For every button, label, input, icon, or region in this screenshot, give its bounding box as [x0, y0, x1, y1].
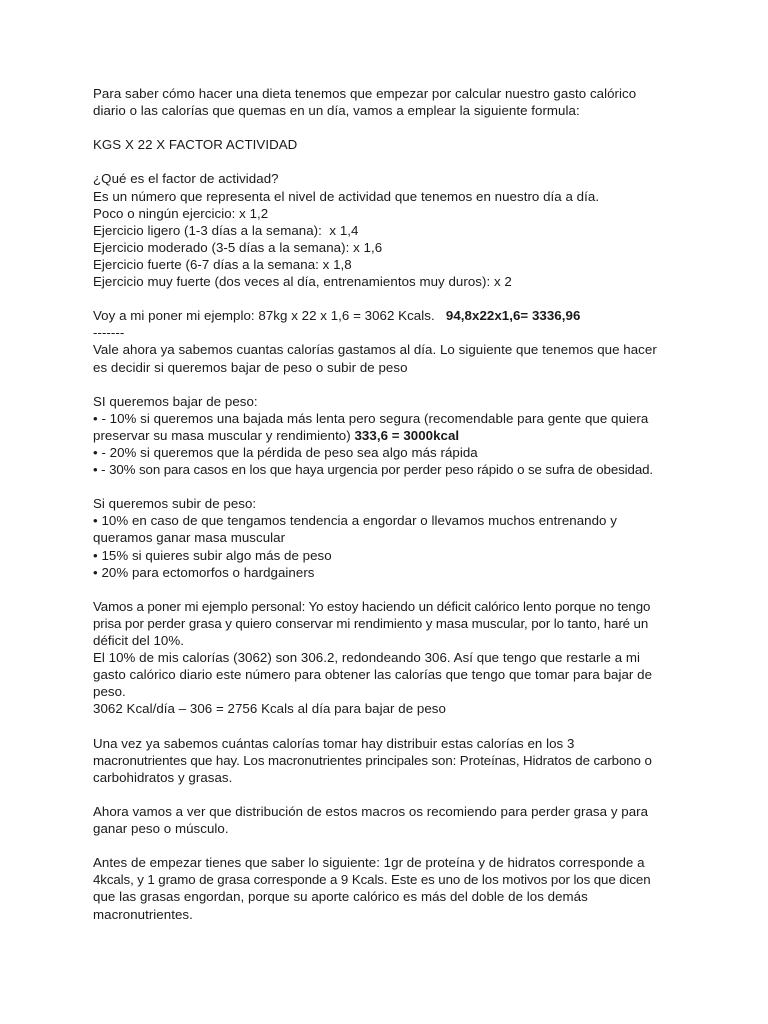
macros-intro-line-2: macronutrientes que hay. Los macronutrientes principales son: Proteínas, Hidratos de carbono o [93, 752, 652, 768]
spacer [93, 290, 693, 307]
example-line [93, 307, 693, 324]
spacer [93, 786, 693, 803]
distribution-line-2: ganar peso o músculo. [93, 821, 229, 837]
example-text: Voy a mi poner mi ejemplo: 87kg x 22 x 1,6 = 3062 Kcals. [93, 308, 446, 324]
next-step-line-2: es decidir si queremos bajar de peso o subir de peso [93, 359, 408, 375]
spacer [93, 153, 693, 170]
formula-line: KGS X 22 X FACTOR ACTIVIDAD [93, 137, 298, 153]
macros-intro-line-3: carbohidratos y grasas. [93, 769, 233, 785]
energy-line-3: que las grasas engordan, porque su aporte calórico es más del doble de los demás [93, 889, 588, 905]
lose-weight-item-1-text: preservar su masa muscular y rendimiento) [93, 427, 355, 443]
activity-level-item: Ejercicio moderado (3-5 días a la semana): x 1,6 [93, 239, 383, 255]
personal-example-line-1: Vamos a poner mi ejemplo personal: Yo estoy haciendo un déficit calórico lento porque no tengo [93, 598, 651, 614]
lose-weight-item-1-line-2 [93, 427, 693, 444]
document-page [93, 85, 693, 923]
distribution-line-1: Ahora vamos a ver que distribución de estos macros os recomiendo para perder grasa y para [93, 803, 649, 819]
activity-level-item: Ejercicio ligero (1-3 días a la semana): x 1,4 [93, 222, 359, 238]
activity-definition: Es un número que representa el nivel de actividad que tenemos en nuestro día a día. [93, 188, 600, 204]
intro-line-1: Para saber cómo hacer una dieta tenemos que empezar por calcular nuestro gasto calórico [93, 86, 637, 101]
activity-level-item: Poco o ningún ejercicio: x 1,2 [93, 205, 269, 221]
personal-example-line-5: gasto calórico diario este número para obtener las calorías que tengo que tomar para bajar de [93, 667, 653, 683]
lose-weight-item-1-line-1: • - 10% si queremos una bajada más lenta pero segura (recomendable para gente que quiera [93, 410, 649, 426]
gain-weight-item-3: • 20% para ectomorfos o hardgainers [93, 564, 315, 580]
macros-intro-line-1: Una vez ya sabemos cuántas calorías tomar hay distribuir estas calorías en los 3 [93, 735, 575, 751]
activity-question: ¿Qué es el factor de actividad? [93, 171, 279, 187]
lose-weight-item-3: • - 30% son para casos en los que haya urgencia por perder peso rápido o se sufra de obesidad. [93, 462, 653, 478]
energy-line-4: macronutrientes. [93, 906, 193, 922]
activity-level-item: Ejercicio fuerte (6-7 días a la semana: x 1,8 [93, 256, 352, 272]
lose-weight-heading: SI queremos bajar de peso: [93, 393, 258, 409]
spacer [93, 119, 693, 136]
personal-example-line-6: peso. [93, 684, 126, 700]
gain-weight-item-2: • 15% si quieres subir algo más de peso [93, 547, 332, 563]
lose-weight-item-2: • - 20% si queremos que la pérdida de peso sea algo más rápida [93, 444, 478, 460]
activity-level-item: Ejercicio muy fuerte (dos veces al día, entrenamientos muy duros): x 2 [93, 274, 512, 290]
personal-example-line-7: 3062 Kcal/día – 306 = 2756 Kcals al día para bajar de peso [93, 701, 446, 717]
spacer [93, 717, 693, 734]
personal-example-line-2: prisa por perder grasa y quiero conservar mi rendimiento y masa muscular, por lo tanto, haré un [93, 615, 649, 631]
spacer [93, 581, 693, 598]
personal-example-line-3: déficit del 10%. [93, 633, 184, 648]
spacer [93, 376, 693, 393]
lose-weight-bold-result: 333,6 = 3000kcal [354, 427, 460, 443]
gain-weight-heading: Si queremos subir de peso: [93, 496, 257, 512]
gain-weight-item-1-line-2: queramos ganar masa muscular [93, 530, 286, 546]
energy-line-1: Antes de empezar tienes que saber lo siguiente: 1gr de proteína y de hidratos corresponde a [93, 855, 645, 871]
example-bold-result: 94,8x22x1,6= 3336,96 [445, 308, 581, 324]
personal-example-line-4: El 10% de mis calorías (3062) son 306.2, redondeando 306. Así que tengo que restarle a mi [93, 650, 641, 666]
energy-line-2: 4kcals, y 1 gramo de grasa corresponde a 9 Kcals. Este es uno de los motivos por los que dicen [93, 872, 651, 888]
gain-weight-item-1-line-1: • 10% en caso de que tengamos tendencia a engordar o llevamos muchos entrenando y [93, 513, 617, 529]
separator-line: ------- [93, 325, 125, 341]
intro-line-2: diario o las calorías que quemas en un día, vamos a emplear la siguiente formula: [93, 103, 580, 119]
spacer [93, 837, 693, 854]
next-step-line-1: Vale ahora ya sabemos cuantas calorías gastamos al día. Lo siguiente que tenemos que hacer [93, 342, 657, 358]
spacer [93, 478, 693, 495]
